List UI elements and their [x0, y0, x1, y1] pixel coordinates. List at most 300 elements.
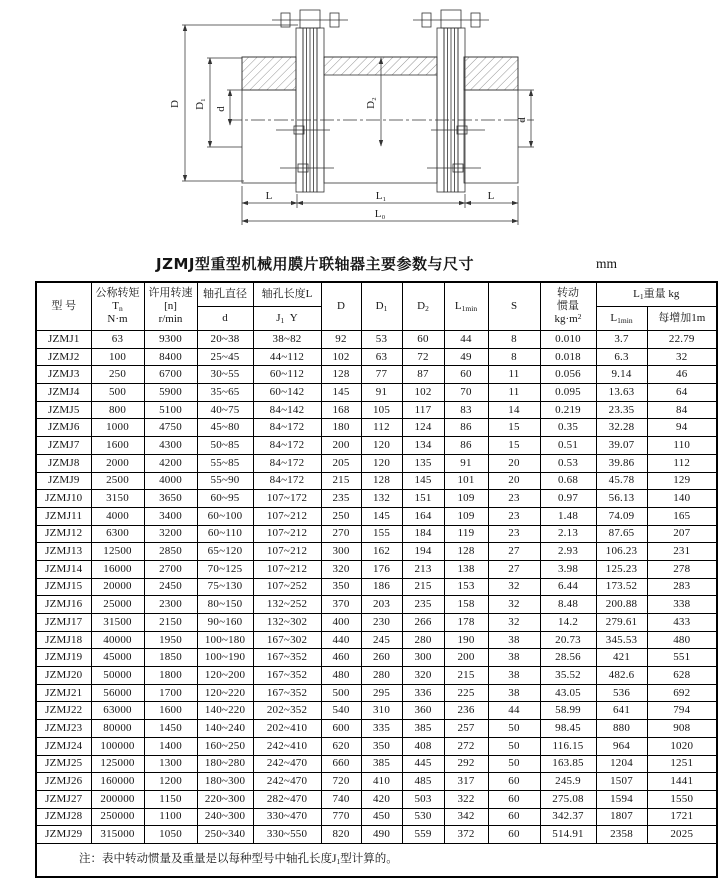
cell-D2: 559 — [402, 826, 444, 844]
cell-L1min: 225 — [444, 684, 488, 702]
cell-S: 11 — [488, 384, 540, 402]
cell-bore-d: 100~190 — [197, 649, 253, 667]
cell-D1: 120 — [361, 454, 402, 472]
cell-S: 60 — [488, 790, 540, 808]
cell-w-l1min: 1594 — [596, 790, 647, 808]
cell-w-l1min: 125.23 — [596, 560, 647, 578]
cell-S: 32 — [488, 596, 540, 614]
table-row — [36, 384, 717, 402]
cell-speed: 2150 — [144, 614, 197, 632]
cell-inertia: 8.48 — [540, 596, 596, 614]
table-row — [36, 667, 717, 685]
cell-torque: 40000 — [91, 631, 144, 649]
cell-D1: 385 — [361, 755, 402, 773]
header-J1-Y: $J_1$ Y — [253, 307, 321, 331]
cell-bore-d: 70~125 — [197, 560, 253, 578]
cell-S: 23 — [488, 490, 540, 508]
cell-D1: 112 — [361, 419, 402, 437]
cell-bore-len: 242~470 — [253, 755, 321, 773]
cell-D: 660 — [321, 755, 361, 773]
cell-torque: 3150 — [91, 490, 144, 508]
cell-S: 20 — [488, 454, 540, 472]
cell-bore-d: 160~250 — [197, 737, 253, 755]
cell-model: JZMJ27 — [36, 790, 91, 808]
cell-w-per-m: 278 — [647, 560, 717, 578]
table-row — [36, 737, 717, 755]
cell-w-l1min: 536 — [596, 684, 647, 702]
cell-D2: 445 — [402, 755, 444, 773]
cell-torque: 200000 — [91, 790, 144, 808]
cell-bore-len: 84~172 — [253, 419, 321, 437]
cell-L1min: 101 — [444, 472, 488, 490]
header-D2: $D_2$ — [402, 282, 444, 331]
cell-torque: 4000 — [91, 507, 144, 525]
page-title: JZMJ型重型机械用膜片联轴器主要参数与尺寸 — [156, 255, 474, 273]
cell-S: 50 — [488, 737, 540, 755]
cell-inertia: 58.99 — [540, 702, 596, 720]
unit-label: mm — [596, 256, 618, 271]
cell-speed: 2700 — [144, 560, 197, 578]
cell-speed: 2450 — [144, 578, 197, 596]
cell-bore-d: 180~300 — [197, 773, 253, 791]
cell-D1: 230 — [361, 614, 402, 632]
cell-speed: 4300 — [144, 437, 197, 455]
left-diaphragm-pack — [272, 10, 348, 192]
cell-D: 440 — [321, 631, 361, 649]
cell-inertia: 35.52 — [540, 667, 596, 685]
cell-D1: 295 — [361, 684, 402, 702]
cell-D2: 215 — [402, 578, 444, 596]
table-row — [36, 437, 717, 455]
cell-S: 27 — [488, 560, 540, 578]
header-S: S — [488, 282, 540, 331]
table-row — [36, 507, 717, 525]
cell-S: 32 — [488, 578, 540, 596]
cell-S: 38 — [488, 631, 540, 649]
cell-S: 44 — [488, 702, 540, 720]
cell-w-l1min: 74.09 — [596, 507, 647, 525]
cell-D: 102 — [321, 348, 361, 366]
cell-D: 600 — [321, 720, 361, 738]
cell-bore-d: 55~90 — [197, 472, 253, 490]
cell-S: 20 — [488, 472, 540, 490]
table-row — [36, 596, 717, 614]
cell-w-l1min: 1204 — [596, 755, 647, 773]
cell-D: 92 — [321, 331, 361, 349]
cell-torque: 12500 — [91, 543, 144, 561]
cell-D: 270 — [321, 525, 361, 543]
cell-speed: 1400 — [144, 737, 197, 755]
cell-S: 8 — [488, 331, 540, 349]
cell-w-per-m: 1721 — [647, 808, 717, 826]
cell-L1min: 83 — [444, 401, 488, 419]
cell-w-l1min: 279.61 — [596, 614, 647, 632]
cell-model: JZMJ12 — [36, 525, 91, 543]
cell-w-per-m: 22.79 — [647, 331, 717, 349]
cell-D1: 162 — [361, 543, 402, 561]
table-row — [36, 525, 717, 543]
table-row — [36, 631, 717, 649]
cell-speed: 3400 — [144, 507, 197, 525]
cell-inertia: 20.73 — [540, 631, 596, 649]
cell-S: 50 — [488, 720, 540, 738]
cell-L1min: 44 — [444, 331, 488, 349]
dim-L-right: L — [487, 190, 495, 202]
cell-torque: 31500 — [91, 614, 144, 632]
cell-w-per-m: 1251 — [647, 755, 717, 773]
dim-D: D — [169, 100, 181, 108]
cell-w-l1min: 200.88 — [596, 596, 647, 614]
cell-D: 720 — [321, 773, 361, 791]
cell-bore-len: 84~142 — [253, 401, 321, 419]
cell-L1min: 178 — [444, 614, 488, 632]
cell-D1: 63 — [361, 348, 402, 366]
cell-bore-len: 202~352 — [253, 702, 321, 720]
cell-bore-d: 40~75 — [197, 401, 253, 419]
cell-w-l1min: 1507 — [596, 773, 647, 791]
cell-speed: 9300 — [144, 331, 197, 349]
cell-torque: 25000 — [91, 596, 144, 614]
dimension-lines — [182, 25, 534, 225]
cell-inertia: 0.53 — [540, 454, 596, 472]
cell-model: JZMJ15 — [36, 578, 91, 596]
table-body — [36, 331, 717, 844]
cell-torque: 1600 — [91, 437, 144, 455]
cell-L1min: 128 — [444, 543, 488, 561]
cell-torque: 2500 — [91, 472, 144, 490]
cell-model: JZMJ13 — [36, 543, 91, 561]
cell-speed: 4750 — [144, 419, 197, 437]
header-D: D — [321, 282, 361, 331]
cell-bore-len: 38~82 — [253, 331, 321, 349]
cell-bore-len: 242~470 — [253, 773, 321, 791]
right-diaphragm-pack — [413, 10, 489, 192]
cell-D: 620 — [321, 737, 361, 755]
cell-L1min: 119 — [444, 525, 488, 543]
cell-L1min: 86 — [444, 419, 488, 437]
cell-torque: 2000 — [91, 454, 144, 472]
cell-model: JZMJ6 — [36, 419, 91, 437]
cell-inertia: 116.15 — [540, 737, 596, 755]
header-weight-group: $L_1$重量 kg — [596, 282, 717, 307]
cell-bore-len: 107~212 — [253, 525, 321, 543]
table-row — [36, 331, 717, 349]
cell-w-per-m: 1550 — [647, 790, 717, 808]
cell-w-l1min: 9.14 — [596, 366, 647, 384]
cell-inertia: 0.056 — [540, 366, 596, 384]
dim-L-left: L — [265, 190, 273, 202]
cell-S: 11 — [488, 366, 540, 384]
cell-w-l1min: 39.86 — [596, 454, 647, 472]
parameters-table — [35, 281, 718, 878]
cell-bore-d: 55~85 — [197, 454, 253, 472]
cell-bore-len: 107~212 — [253, 560, 321, 578]
cell-D2: 194 — [402, 543, 444, 561]
table-header — [36, 282, 717, 331]
cell-D: 400 — [321, 614, 361, 632]
cell-inertia: 0.010 — [540, 331, 596, 349]
cell-w-l1min: 13.63 — [596, 384, 647, 402]
cell-D: 320 — [321, 560, 361, 578]
header-model: 型 号 — [36, 282, 91, 331]
cell-bore-d: 140~220 — [197, 702, 253, 720]
cell-L1min: 342 — [444, 808, 488, 826]
cell-inertia: 163.85 — [540, 755, 596, 773]
cell-inertia: 43.05 — [540, 684, 596, 702]
cell-bore-d: 120~220 — [197, 684, 253, 702]
cell-inertia: 245.9 — [540, 773, 596, 791]
cell-D: 300 — [321, 543, 361, 561]
table-row — [36, 773, 717, 791]
cell-bore-len: 167~302 — [253, 631, 321, 649]
cell-torque: 56000 — [91, 684, 144, 702]
cell-w-l1min: 45.78 — [596, 472, 647, 490]
cell-inertia: 0.51 — [540, 437, 596, 455]
cell-D1: 420 — [361, 790, 402, 808]
cell-L1min: 236 — [444, 702, 488, 720]
cell-bore-d: 240~300 — [197, 808, 253, 826]
cell-D2: 485 — [402, 773, 444, 791]
table-row — [36, 755, 717, 773]
cell-w-per-m: 480 — [647, 631, 717, 649]
cell-L1min: 257 — [444, 720, 488, 738]
cell-bore-d: 220~300 — [197, 790, 253, 808]
dim-D2: D₂ — [365, 97, 377, 109]
cell-D: 250 — [321, 507, 361, 525]
dim-L1: L₁ — [375, 190, 387, 202]
cell-D2: 60 — [402, 331, 444, 349]
cell-D2: 385 — [402, 720, 444, 738]
cell-speed: 5900 — [144, 384, 197, 402]
cell-S: 60 — [488, 773, 540, 791]
cell-w-per-m: 165 — [647, 507, 717, 525]
cell-inertia: 2.13 — [540, 525, 596, 543]
cell-speed: 1100 — [144, 808, 197, 826]
cell-D: 480 — [321, 667, 361, 685]
cell-inertia: 14.2 — [540, 614, 596, 632]
cell-w-l1min: 23.35 — [596, 401, 647, 419]
cell-w-per-m: 207 — [647, 525, 717, 543]
cell-bore-d: 180~280 — [197, 755, 253, 773]
cell-bore-d: 75~130 — [197, 578, 253, 596]
cell-model: JZMJ11 — [36, 507, 91, 525]
cell-D1: 260 — [361, 649, 402, 667]
cell-w-per-m: 1441 — [647, 773, 717, 791]
cell-D: 770 — [321, 808, 361, 826]
cell-model: JZMJ10 — [36, 490, 91, 508]
cell-bore-d: 60~95 — [197, 490, 253, 508]
cell-speed: 8400 — [144, 348, 197, 366]
cell-L1min: 153 — [444, 578, 488, 596]
cell-D: 540 — [321, 702, 361, 720]
cell-bore-d: 250~340 — [197, 826, 253, 844]
cell-torque: 100000 — [91, 737, 144, 755]
cell-inertia: 0.095 — [540, 384, 596, 402]
cell-bore-len: 84~172 — [253, 437, 321, 455]
cell-speed: 1800 — [144, 667, 197, 685]
cell-w-per-m: 433 — [647, 614, 717, 632]
cell-bore-len: 282~470 — [253, 790, 321, 808]
cell-S: 38 — [488, 649, 540, 667]
cell-bore-d: 25~45 — [197, 348, 253, 366]
cell-w-l1min: 32.28 — [596, 419, 647, 437]
cell-bore-len: 132~302 — [253, 614, 321, 632]
cell-S: 38 — [488, 667, 540, 685]
cell-torque: 315000 — [91, 826, 144, 844]
cell-model: JZMJ28 — [36, 808, 91, 826]
cell-bore-d: 60~100 — [197, 507, 253, 525]
table-note: 注：表中转动惯量及重量是以每种型号中轴孔长度$J_1$型计算的。 — [36, 843, 717, 877]
cell-w-l1min: 2358 — [596, 826, 647, 844]
cell-S: 60 — [488, 808, 540, 826]
cell-L1min: 60 — [444, 366, 488, 384]
cell-speed: 1950 — [144, 631, 197, 649]
table-row — [36, 401, 717, 419]
cell-S: 15 — [488, 437, 540, 455]
cell-inertia: 275.08 — [540, 790, 596, 808]
cell-D1: 490 — [361, 826, 402, 844]
cell-bore-len: 107~212 — [253, 543, 321, 561]
table-row — [36, 490, 717, 508]
cell-inertia: 98.45 — [540, 720, 596, 738]
cell-D2: 300 — [402, 649, 444, 667]
cell-torque: 45000 — [91, 649, 144, 667]
cell-D1: 280 — [361, 667, 402, 685]
cell-D1: 186 — [361, 578, 402, 596]
cell-D: 500 — [321, 684, 361, 702]
cell-D2: 280 — [402, 631, 444, 649]
cell-L1min: 86 — [444, 437, 488, 455]
cell-model: JZMJ22 — [36, 702, 91, 720]
cell-S: 50 — [488, 755, 540, 773]
cell-bore-d: 20~38 — [197, 331, 253, 349]
cell-torque: 1000 — [91, 419, 144, 437]
cell-w-l1min: 106.23 — [596, 543, 647, 561]
cell-w-l1min: 87.65 — [596, 525, 647, 543]
cell-w-per-m: 110 — [647, 437, 717, 455]
cell-bore-len: 84~172 — [253, 472, 321, 490]
cell-bore-len: 330~470 — [253, 808, 321, 826]
cell-bore-len: 84~172 — [253, 454, 321, 472]
cell-D: 205 — [321, 454, 361, 472]
cell-L1min: 158 — [444, 596, 488, 614]
cell-speed: 5100 — [144, 401, 197, 419]
cell-bore-len: 107~212 — [253, 507, 321, 525]
cell-D2: 117 — [402, 401, 444, 419]
cell-D: 145 — [321, 384, 361, 402]
header-bore-length: 轴孔长度L — [253, 282, 321, 307]
cell-D1: 145 — [361, 507, 402, 525]
cell-w-l1min: 421 — [596, 649, 647, 667]
cell-D2: 530 — [402, 808, 444, 826]
cell-w-per-m: 628 — [647, 667, 717, 685]
cell-w-per-m: 94 — [647, 419, 717, 437]
cell-D: 235 — [321, 490, 361, 508]
cell-inertia: 2.93 — [540, 543, 596, 561]
cell-D2: 503 — [402, 790, 444, 808]
cell-w-per-m: 32 — [647, 348, 717, 366]
cell-inertia: 1.48 — [540, 507, 596, 525]
cell-w-per-m: 46 — [647, 366, 717, 384]
header-D1: $D_1$ — [361, 282, 402, 331]
cell-bore-len: 44~112 — [253, 348, 321, 366]
cell-D1: 176 — [361, 560, 402, 578]
cell-torque: 100 — [91, 348, 144, 366]
cell-w-per-m: 84 — [647, 401, 717, 419]
cell-model: JZMJ26 — [36, 773, 91, 791]
cell-w-l1min: 173.52 — [596, 578, 647, 596]
cell-bore-len: 60~142 — [253, 384, 321, 402]
cell-w-l1min: 345.53 — [596, 631, 647, 649]
cell-bore-len: 330~550 — [253, 826, 321, 844]
cell-w-l1min: 1807 — [596, 808, 647, 826]
table-row — [36, 614, 717, 632]
cell-D2: 87 — [402, 366, 444, 384]
cell-D2: 266 — [402, 614, 444, 632]
table-row — [36, 419, 717, 437]
cell-w-per-m: 908 — [647, 720, 717, 738]
cell-speed: 1850 — [144, 649, 197, 667]
cell-bore-d: 80~150 — [197, 596, 253, 614]
cell-w-l1min: 6.3 — [596, 348, 647, 366]
cell-L1min: 49 — [444, 348, 488, 366]
cell-D1: 410 — [361, 773, 402, 791]
dim-d-right: d — [516, 117, 528, 123]
cell-bore-len: 167~352 — [253, 684, 321, 702]
cell-w-per-m: 338 — [647, 596, 717, 614]
cell-D: 200 — [321, 437, 361, 455]
cell-L1min: 190 — [444, 631, 488, 649]
cell-w-per-m: 140 — [647, 490, 717, 508]
cell-D: 460 — [321, 649, 361, 667]
cell-D1: 245 — [361, 631, 402, 649]
cell-L1min: 200 — [444, 649, 488, 667]
cell-L1min: 70 — [444, 384, 488, 402]
header-weight-L1min: $L_{1min}$ — [596, 307, 647, 331]
cell-model: JZMJ8 — [36, 454, 91, 472]
cell-L1min: 317 — [444, 773, 488, 791]
cell-bore-len: 202~410 — [253, 720, 321, 738]
cell-L1min: 272 — [444, 737, 488, 755]
cell-torque: 63 — [91, 331, 144, 349]
cell-D: 128 — [321, 366, 361, 384]
cell-speed: 4200 — [144, 454, 197, 472]
cell-torque: 250000 — [91, 808, 144, 826]
cell-L1min: 215 — [444, 667, 488, 685]
cell-model: JZMJ23 — [36, 720, 91, 738]
dim-d-left: d — [215, 106, 227, 112]
cell-w-l1min: 56.13 — [596, 490, 647, 508]
cell-D1: 132 — [361, 490, 402, 508]
cell-bore-d: 90~160 — [197, 614, 253, 632]
cell-L1min: 138 — [444, 560, 488, 578]
cell-D1: 350 — [361, 737, 402, 755]
table-row — [36, 578, 717, 596]
cell-torque: 20000 — [91, 578, 144, 596]
table-row — [36, 826, 717, 844]
cell-D1: 105 — [361, 401, 402, 419]
cell-torque: 500 — [91, 384, 144, 402]
table-row — [36, 808, 717, 826]
cell-w-per-m: 551 — [647, 649, 717, 667]
cell-w-per-m: 692 — [647, 684, 717, 702]
cell-D: 168 — [321, 401, 361, 419]
cell-torque: 800 — [91, 401, 144, 419]
cell-w-l1min: 3.7 — [596, 331, 647, 349]
header-d: d — [197, 307, 253, 331]
cell-D2: 151 — [402, 490, 444, 508]
cell-bore-d: 35~65 — [197, 384, 253, 402]
